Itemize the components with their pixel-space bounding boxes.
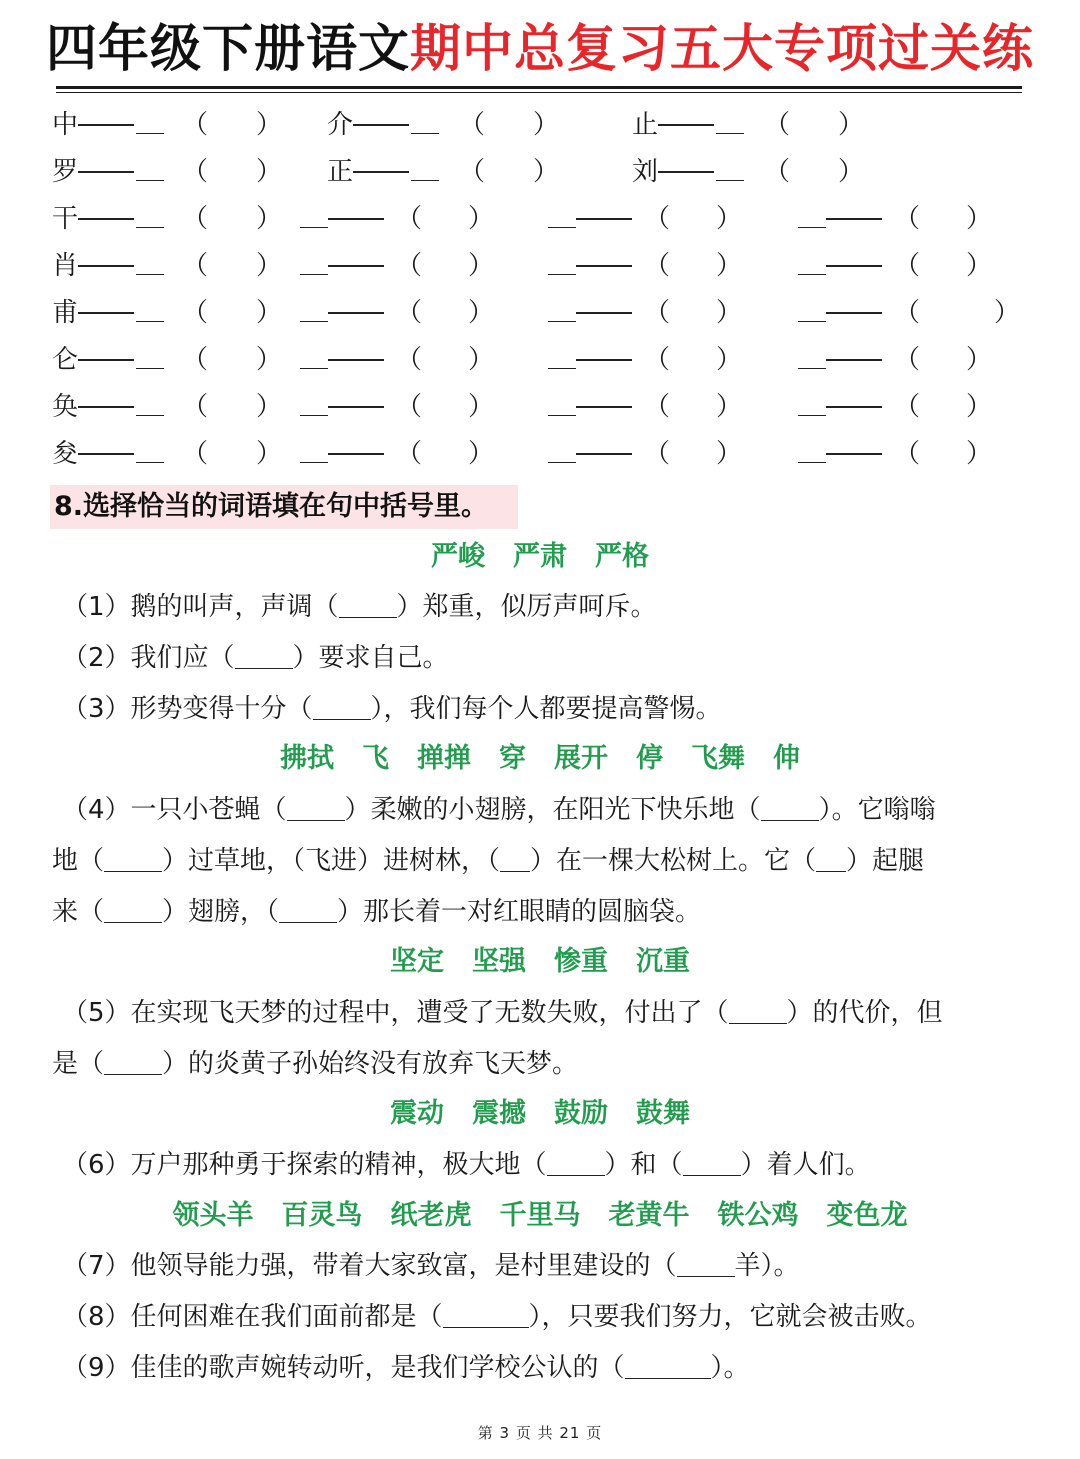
- question-text: ）和（: [604, 1150, 683, 1180]
- answer-blank[interactable]: [136, 199, 164, 228]
- word-option: 鼓励: [554, 1098, 608, 1129]
- dash-line: [826, 434, 882, 455]
- char-group: [300, 434, 384, 474]
- answer-blank[interactable]: [287, 790, 345, 821]
- paren-close: ）: [468, 439, 495, 469]
- answer-blank[interactable]: [500, 841, 530, 872]
- paren-close: ）: [256, 392, 283, 422]
- paren-open: （: [644, 392, 671, 422]
- base-character: 夋: [52, 439, 79, 469]
- char-group: [798, 199, 882, 239]
- question-9: [62, 1348, 1042, 1388]
- paren-open: （: [644, 204, 671, 234]
- question-text: ），只要我们努力，它就会被击败。: [528, 1302, 932, 1332]
- word-option: 坚强: [472, 946, 526, 977]
- word-bank-4: [0, 1094, 1080, 1134]
- answer-blank[interactable]: [279, 892, 337, 923]
- char-group: [52, 199, 164, 239]
- paren-close: ）: [966, 251, 993, 281]
- word-bank-5: [0, 1196, 1080, 1236]
- answer-blank[interactable]: [136, 387, 164, 416]
- char-group: [798, 340, 882, 380]
- question-text: ）。它嗡嗡: [818, 795, 936, 825]
- answer-blank[interactable]: [761, 790, 819, 821]
- paren-open: （: [182, 392, 209, 422]
- char-group: [52, 152, 164, 192]
- dash-line: [826, 293, 882, 314]
- question-4-line-3: [52, 892, 1032, 932]
- dash-line: [328, 246, 384, 267]
- paren-open: （: [396, 204, 423, 234]
- answer-blank[interactable]: [104, 1044, 162, 1075]
- dash-line: [328, 293, 384, 314]
- paren-close: ）: [716, 345, 743, 375]
- question-text: （7）他领导能力强，带着大家致富，是村里建设的（: [62, 1251, 677, 1281]
- char-group: [52, 387, 164, 427]
- question-7: [62, 1246, 1042, 1286]
- paren-open: （: [894, 392, 921, 422]
- word-bank-2: [0, 739, 1080, 779]
- paren-open: （: [182, 298, 209, 328]
- base-character: 奂: [52, 392, 79, 422]
- dash-line: [78, 434, 134, 455]
- dash-line: [328, 340, 384, 361]
- question-text: （5）在实现飞天梦的过程中，遭受了无数失败，付出了（: [62, 998, 729, 1028]
- paren-close: ）: [966, 345, 993, 375]
- question-1: [62, 587, 1042, 627]
- answer-blank[interactable]: [136, 293, 164, 322]
- word-option: 震动: [390, 1098, 444, 1129]
- answer-blank[interactable]: [729, 993, 787, 1024]
- answer-blank[interactable]: [313, 689, 371, 720]
- dash-line: [328, 434, 384, 455]
- paren-open: （: [182, 251, 209, 281]
- paren-close: ）: [256, 439, 283, 469]
- dash-line: [576, 246, 632, 267]
- dash-line: [826, 246, 882, 267]
- dash-line: [826, 199, 882, 220]
- answer-blank[interactable]: [548, 246, 576, 275]
- char-grid-row: [0, 434, 1080, 474]
- paren-open: （: [182, 439, 209, 469]
- page-title-black: 四年级下册语文: [45, 20, 410, 79]
- char-grid-row: [0, 340, 1080, 380]
- paren-close: ）: [256, 298, 283, 328]
- paren-open: （: [894, 251, 921, 281]
- paren-close: ）: [966, 439, 993, 469]
- paren-close: ）: [716, 204, 743, 234]
- answer-blank[interactable]: [798, 199, 826, 228]
- paren-close: ）: [256, 345, 283, 375]
- paren-close: ）: [838, 110, 865, 140]
- word-option: 掸掸: [417, 743, 471, 774]
- char-group: [548, 293, 632, 333]
- question-text: ）在一棵大松树上。它（: [530, 846, 817, 876]
- word-option: 严峻: [431, 541, 485, 572]
- question-text: 羊）。: [734, 1251, 800, 1281]
- paren-close: ）: [468, 392, 495, 422]
- char-group: [327, 152, 439, 192]
- paren-close: ）: [468, 298, 495, 328]
- answer-blank[interactable]: [798, 246, 826, 275]
- question-text: ）的炎黄子孙始终没有放弃飞天梦。: [162, 1049, 579, 1079]
- word-option: 拂拭: [280, 743, 334, 774]
- paren-close: ）: [256, 204, 283, 234]
- paren-close: ）: [256, 251, 283, 281]
- question-text: （3）形势变得十分（: [62, 694, 313, 724]
- dash-line: [328, 387, 384, 408]
- answer-blank[interactable]: [136, 246, 164, 275]
- dash-line: [576, 387, 632, 408]
- paren-close: ）: [716, 392, 743, 422]
- answer-blank[interactable]: [136, 152, 164, 181]
- paren-close: ）: [468, 345, 495, 375]
- question-4-line-1: [62, 790, 1042, 830]
- paren-close: ）: [716, 251, 743, 281]
- paren-open: （: [644, 439, 671, 469]
- char-group: [300, 199, 384, 239]
- question-text: ）起腿: [846, 846, 925, 876]
- paren-open: （: [182, 204, 209, 234]
- dash-line: [658, 105, 714, 126]
- base-character: 止: [632, 110, 659, 140]
- answer-blank[interactable]: [548, 434, 576, 463]
- dash-line: [78, 293, 134, 314]
- word-option: 震撼: [472, 1098, 526, 1129]
- char-group: [300, 293, 384, 333]
- answer-blank[interactable]: [104, 892, 162, 923]
- answer-blank[interactable]: [798, 434, 826, 463]
- question-8: [62, 1297, 1042, 1337]
- question-text: ）翅膀，（: [162, 897, 280, 927]
- char-grid-row: [0, 246, 1080, 286]
- question-4-line-2: [52, 841, 1032, 881]
- paren-close: ）: [966, 204, 993, 234]
- paren-close: ）: [256, 110, 283, 140]
- answer-blank[interactable]: [411, 105, 439, 134]
- word-option: 严肃: [513, 541, 567, 572]
- question-text: 来（: [52, 897, 105, 927]
- answer-blank[interactable]: [300, 199, 328, 228]
- paren-close: ）: [533, 157, 560, 187]
- page-footer: 第 3 页 共 21 页: [477, 1424, 603, 1442]
- question-text: （1）鹅的叫声，声调（: [62, 592, 339, 622]
- word-option: 铁公鸡: [717, 1200, 799, 1231]
- dash-line: [78, 199, 134, 220]
- dash-line: [78, 246, 134, 267]
- question-text: （8）任何困难在我们面前都是（: [62, 1302, 443, 1332]
- answer-blank[interactable]: [136, 340, 164, 369]
- word-option: 飞: [362, 743, 389, 774]
- paren-open: （: [182, 157, 209, 187]
- paren-open: （: [644, 251, 671, 281]
- dash-line: [78, 387, 134, 408]
- section-heading: 8.选择恰当的词语填在句中括号里。: [50, 485, 518, 529]
- question-5-line-1: [62, 993, 1042, 1033]
- char-grid-row: [0, 105, 1080, 145]
- char-group: [632, 105, 744, 145]
- paren-open: （: [894, 204, 921, 234]
- char-group: [52, 105, 164, 145]
- base-character: 罗: [52, 157, 79, 187]
- paren-open: （: [396, 345, 423, 375]
- word-option: 领头羊: [172, 1200, 254, 1231]
- word-option: 坚定: [390, 946, 444, 977]
- char-group: [798, 293, 882, 333]
- char-group: [52, 293, 164, 333]
- paren-close: ）: [966, 392, 993, 422]
- question-text: ）郑重，似厉声呵斥。: [396, 592, 657, 622]
- word-option: 纸老虎: [390, 1200, 472, 1231]
- paren-close: ）: [256, 157, 283, 187]
- paren-open: （: [894, 439, 921, 469]
- answer-blank[interactable]: [300, 387, 328, 416]
- char-grid-row: [0, 152, 1080, 192]
- title-rule-thin: [56, 92, 1022, 93]
- char-group: [52, 246, 164, 286]
- question-text: ）柔嫩的小翅膀，在阳光下快乐地（: [344, 795, 761, 825]
- question-5-line-2: [52, 1044, 1032, 1084]
- question-text: ）要求自己。: [292, 643, 449, 673]
- word-option: 伸: [773, 743, 800, 774]
- question-text: 是（: [52, 1049, 105, 1079]
- answer-blank[interactable]: [816, 841, 846, 872]
- paren-close: ）: [716, 298, 743, 328]
- answer-blank[interactable]: [300, 246, 328, 275]
- question-text: （9）佳佳的歌声婉转动听，是我们学校公认的（: [62, 1353, 625, 1383]
- question-text: 地（: [52, 846, 105, 876]
- dash-line: [353, 152, 409, 173]
- question-text: ）过草地，（飞进）进树林，（: [162, 846, 501, 876]
- base-character: 介: [327, 110, 354, 140]
- title-rule-thick: [56, 86, 1022, 89]
- question-text: ）的代价，但: [786, 998, 943, 1028]
- char-group: [548, 340, 632, 380]
- question-text: ）那长着一对红眼睛的圆脑袋。: [337, 897, 702, 927]
- char-grid-row: [0, 293, 1080, 333]
- dash-line: [78, 105, 134, 126]
- char-group: [632, 152, 744, 192]
- word-option: 鼓舞: [636, 1098, 690, 1129]
- word-option: 老黄牛: [608, 1200, 690, 1231]
- paren-open: （: [644, 298, 671, 328]
- base-character: 仑: [52, 345, 79, 375]
- paren-open: （: [894, 298, 921, 328]
- dash-line: [576, 340, 632, 361]
- char-grid-row: [0, 387, 1080, 427]
- answer-blank[interactable]: [300, 434, 328, 463]
- word-option: 飞舞: [691, 743, 745, 774]
- answer-blank[interactable]: [716, 152, 744, 181]
- word-option: 百灵鸟: [281, 1200, 363, 1231]
- dash-line: [576, 434, 632, 455]
- paren-close: ）: [468, 251, 495, 281]
- answer-blank[interactable]: [548, 293, 576, 322]
- paren-close: ）: [533, 110, 560, 140]
- word-option: 停: [636, 743, 663, 774]
- word-option: 展开: [554, 743, 608, 774]
- paren-close: ）: [468, 204, 495, 234]
- dash-line: [826, 387, 882, 408]
- paren-open: （: [396, 392, 423, 422]
- answer-blank[interactable]: [136, 105, 164, 134]
- char-group: [548, 434, 632, 474]
- answer-blank[interactable]: [235, 638, 293, 669]
- word-option: 穿: [499, 743, 526, 774]
- char-group: [798, 246, 882, 286]
- char-group: [300, 387, 384, 427]
- answer-blank[interactable]: [683, 1145, 741, 1176]
- char-group: [798, 387, 882, 427]
- base-character: 干: [52, 204, 79, 234]
- paren-open: （: [894, 345, 921, 375]
- char-group: [300, 246, 384, 286]
- question-text: （6）万户那种勇于探索的精神，极大地（: [62, 1150, 547, 1180]
- word-option: 变色龙: [826, 1200, 908, 1231]
- question-text: ），我们每个人都要提高警惕。: [370, 694, 722, 724]
- answer-blank[interactable]: [625, 1348, 711, 1379]
- answer-blank[interactable]: [136, 434, 164, 463]
- paren-open: （: [396, 298, 423, 328]
- paren-open: （: [644, 345, 671, 375]
- answer-blank[interactable]: [300, 340, 328, 369]
- word-option: 沉重: [636, 946, 690, 977]
- paren-open: （: [764, 110, 791, 140]
- word-bank-1: [0, 537, 1080, 577]
- answer-blank[interactable]: [677, 1246, 735, 1277]
- char-group: [548, 246, 632, 286]
- paren-close: ）: [994, 298, 1021, 328]
- answer-blank[interactable]: [339, 587, 397, 618]
- dash-line: [78, 152, 134, 173]
- base-character: 甫: [52, 298, 79, 328]
- char-group: [548, 387, 632, 427]
- base-character: 中: [52, 110, 79, 140]
- answer-blank[interactable]: [548, 340, 576, 369]
- dash-line: [576, 293, 632, 314]
- answer-blank[interactable]: [411, 152, 439, 181]
- char-group: [52, 434, 164, 474]
- base-character: 刘: [632, 157, 659, 187]
- paren-close: ）: [716, 439, 743, 469]
- base-character: 肖: [52, 251, 79, 281]
- paren-open: （: [182, 110, 209, 140]
- char-group: [798, 434, 882, 474]
- question-text: （4）一只小苍蝇（: [62, 795, 287, 825]
- answer-blank[interactable]: [798, 387, 826, 416]
- question-text: ）着人们。: [740, 1150, 871, 1180]
- char-group: [548, 199, 632, 239]
- char-group: [52, 340, 164, 380]
- dash-line: [576, 199, 632, 220]
- question-3: [62, 689, 1042, 729]
- char-group: [327, 105, 439, 145]
- paren-close: ）: [838, 157, 865, 187]
- paren-open: （: [459, 157, 486, 187]
- question-text: （2）我们应（: [62, 643, 235, 673]
- answer-blank[interactable]: [716, 105, 744, 134]
- answer-blank[interactable]: [443, 1297, 529, 1328]
- paren-open: （: [764, 157, 791, 187]
- answer-blank[interactable]: [548, 199, 576, 228]
- word-option: 严格: [595, 541, 649, 572]
- page-title: [0, 16, 1080, 84]
- dash-line: [328, 199, 384, 220]
- answer-blank[interactable]: [798, 293, 826, 322]
- dash-line: [353, 105, 409, 126]
- dash-line: [826, 340, 882, 361]
- dash-line: [78, 340, 134, 361]
- word-option: 千里马: [499, 1200, 581, 1231]
- word-bank-3: [0, 942, 1080, 982]
- question-text: ）。: [710, 1353, 750, 1383]
- paren-open: （: [182, 345, 209, 375]
- answer-blank[interactable]: [104, 841, 162, 872]
- page-title-red: 期中总复习五大专项过关练: [410, 20, 1035, 79]
- answer-blank[interactable]: [548, 387, 576, 416]
- base-character: 正: [327, 157, 354, 187]
- paren-open: （: [459, 110, 486, 140]
- paren-open: （: [396, 439, 423, 469]
- paren-open: （: [396, 251, 423, 281]
- question-2: [62, 638, 1042, 678]
- char-group: [300, 340, 384, 380]
- answer-blank[interactable]: [300, 293, 328, 322]
- char-grid-row: [0, 199, 1080, 239]
- word-option: 惨重: [554, 946, 608, 977]
- question-6: [62, 1145, 1042, 1185]
- answer-blank[interactable]: [547, 1145, 605, 1176]
- answer-blank[interactable]: [798, 340, 826, 369]
- dash-line: [658, 152, 714, 173]
